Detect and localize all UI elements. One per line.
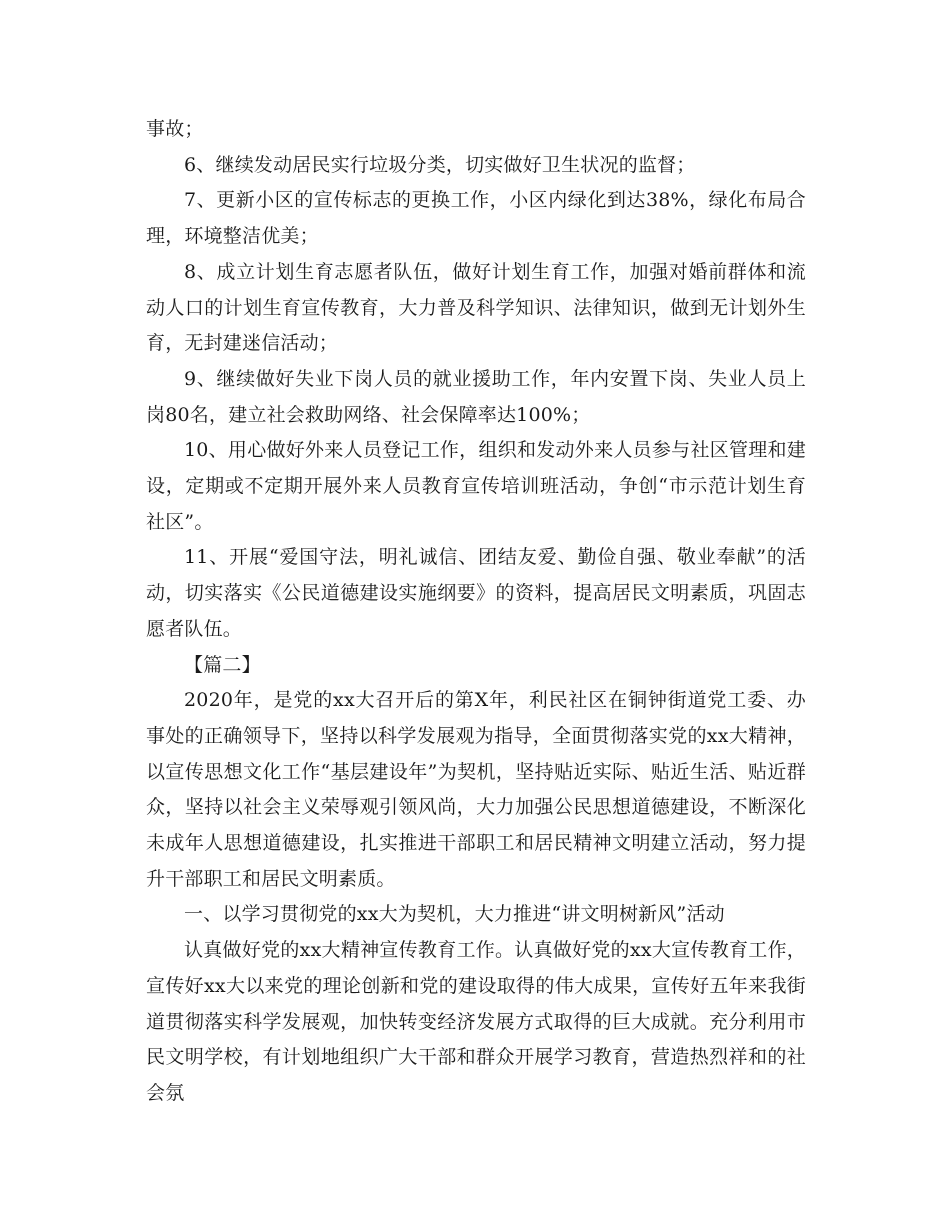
document-body <box>146 112 806 1112</box>
paragraph-continuation: 事故； <box>146 118 204 140</box>
paragraph-item-9: 9、继续做好失业下岗人员的就业援助工作，年内安置下岗、失业人员上岗80名，建立社会救助网络、社会保障率达100%； <box>146 367 806 426</box>
paragraph-item-7: 7、更新小区的宣传标志的更换工作，小区内绿化到达38%，绿化布局合理，环境整洁优美； <box>146 189 806 248</box>
paragraph-body: 认真做好党的xx大精神宣传教育工作。认真做好党的xx大宣传教育工作，宣传好xx大以来党的理论创新和党的建设取得的伟大成果，宣传好五年来我街道贯彻落实科学发展观，加快转变经济发展方式取得的巨大成就。充分利用市民文明学校，有计划地组织广大干部和群众开展学习教育，营造热烈祥和的社会氛 <box>146 939 806 1104</box>
paragraph-item-11: 11、开展“爱国守法，明礼诚信、团结友爱、勤俭自强、敬业奉献”的活动，切实落实《公民道德建设实施纲要》的资料，提高居民文明素质，巩固志愿者队伍。 <box>146 546 806 640</box>
paragraph-intro: 2020年，是党的xx大召开后的第X年，利民社区在铜钟街道党工委、办事处的正确领导下，坚持以科学发展观为指导，全面贯彻落实党的xx大精神，以宣传思想文化工作“基层建设年”为契机，坚持贴近实际、贴近生活、贴近群众，坚持以社会主义荣辱观引领风尚，大力加强公民思想道德建设，不断深化未成年人思想道德建设，扎实推进干部职工和居民精神文明建立活动，努力提升干部职工和居民文明素质。 <box>146 689 806 890</box>
section-heading-one: 一、以学习贯彻党的xx大为契机，大力推进“讲文明树新风”活动 <box>184 903 725 926</box>
paragraph-item-8: 8、成立计划生育志愿者队伍，做好计划生育工作，加强对婚前群体和流动人口的计划生育宣传教育，大力普及科学知识、法律知识，做到无计划外生育，无封建迷信活动； <box>146 260 806 355</box>
paragraph-item-10: 10、用心做好外来人员登记工作，组织和发动外来人员参与社区管理和建设，定期或不定期开展外来人员教育宣传培训班活动，争创“市示范计划生育社区”。 <box>146 439 806 533</box>
paragraph-item-6: 6、继续发动居民实行垃圾分类，切实做好卫生状况的监督； <box>184 153 696 176</box>
section-heading-part-two: 【篇二】 <box>184 653 261 676</box>
